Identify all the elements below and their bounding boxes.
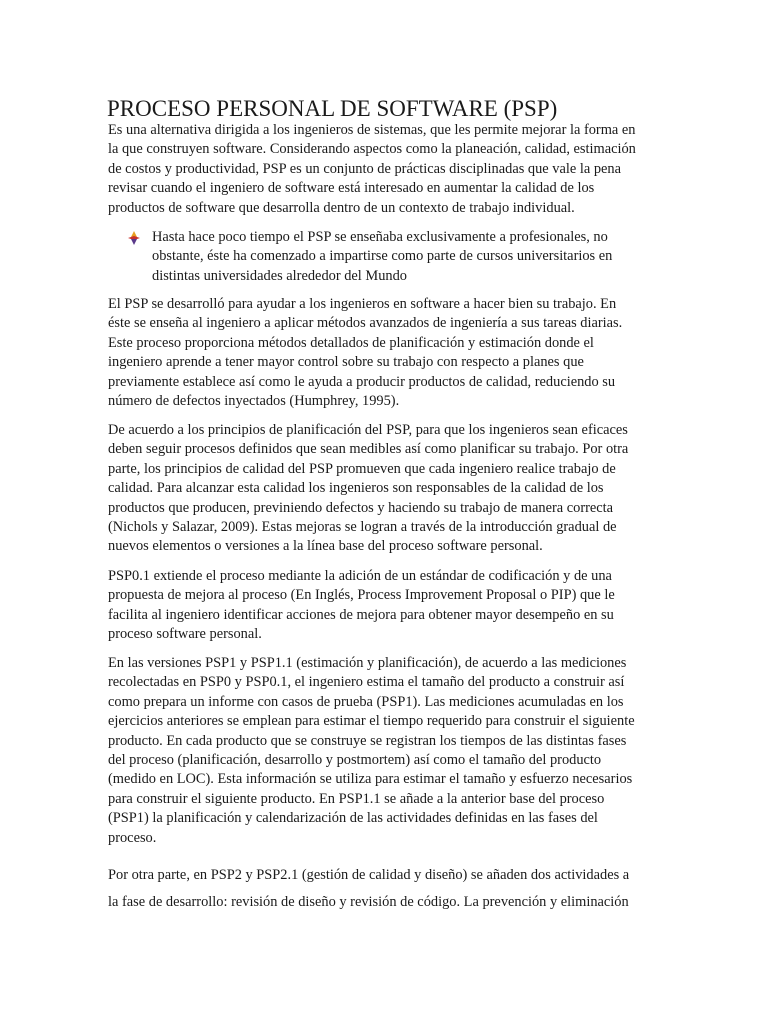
- text-line: deben seguir procesos definidos que sean medibles así como planificar su trabajo. Por otra: [108, 441, 629, 458]
- text-line: facilita al ingeniero identificar acciones de mejora para obtener mayor desempeño en su: [108, 606, 614, 623]
- intro-paragraph: [108, 121, 668, 218]
- text-line: la fase de desarrollo: revisión de diseño y revisión de código. La prevención y eliminación: [108, 894, 629, 910]
- text-line: distintas universidades alrededor del Mundo: [152, 267, 407, 284]
- text-line: (medido en LOC). Esta información se utiliza para estimar el tamaño y esfuerzo necesarios: [108, 771, 633, 788]
- page-title: PROCESO PERSONAL DE SOFTWARE (PSP): [107, 96, 558, 121]
- paragraph-planning-principles: [108, 421, 668, 557]
- text-line: del proceso (planificación, desarrollo y postmortem) así como el tamaño del producto: [108, 752, 602, 769]
- text-line: ingeniero aprende a tener mayor control sobre su trabajo con respecto a planes que: [108, 354, 584, 371]
- text-line: El PSP se desarrolló para ayudar a los ingenieros en software a hacer bien su trabajo. En: [108, 296, 617, 312]
- text-line: obstante, éste ha comenzado a impartirse como parte de cursos universitarios en: [152, 248, 613, 265]
- text-line: productos que producen, previniendo defectos y haciendo su trabajo de manera correcta: [108, 499, 614, 516]
- text-line: calidad. Para alcanzar esta calidad los ingenieros son responsables de la calidad de los: [108, 480, 604, 497]
- text-line: proceso.: [108, 829, 157, 846]
- text-line: producto. En cada producto que se construye se registran los tiempos de las distintas fases: [108, 732, 627, 749]
- paragraph-psp-development: [108, 295, 668, 411]
- text-line: revisar cuando el ingeniero de software está interesado en aumentar la calidad de los: [108, 180, 595, 197]
- bullet-text: [152, 228, 612, 286]
- text-line: parte, los principios de calidad del PSP promueven que cada ingeniero realice trabajo de: [108, 460, 616, 477]
- text-line: Hasta hace poco tiempo el PSP se enseñaba exclusivamente a profesionales, no: [152, 229, 608, 245]
- text-line: propuesta de mejora al proceso (En Inglés, Process Improvement Proposal o PIP) que le: [108, 587, 615, 604]
- text-line: la que construyen software. Considerando aspectos como la planeación, calidad, estimación: [108, 141, 636, 158]
- text-line: como prepara un informe con casos de prueba (PSP1). Las mediciones acumuladas en los: [108, 693, 624, 710]
- text-line: previamente establece así como le ayuda a producir productos de calidad, reduciendo su: [108, 373, 616, 390]
- text-line: ejercicios anteriores se emplean para estimar el tiempo requerido para construir el siguiente: [108, 713, 635, 730]
- text-line: de costos y productividad, PSP es un conjunto de prácticas disciplinadas que vale la pena: [108, 160, 622, 177]
- text-line: productos de software que desarrolla dentro de un contexto de trabajo individual.: [108, 199, 575, 216]
- text-line: número de defectos inyectados (Humphrey, 1995).: [108, 393, 400, 410]
- text-line: De acuerdo a los principios de planificación del PSP, para que los ingenieros sean eficaces: [108, 422, 628, 438]
- diamond-arrow-bullet-icon: [128, 231, 140, 245]
- paragraph-psp01: [108, 567, 668, 645]
- paragraph-psp2: [108, 862, 688, 916]
- text-line: proceso software personal.: [108, 626, 262, 643]
- text-line: éste se enseña al ingeniero a aplicar métodos avanzados de ingeniería a sus tareas diarias.: [108, 315, 623, 332]
- text-line: para construir el siguiente producto. En PSP1.1 se añade a la anterior base del proceso: [108, 790, 605, 807]
- text-line: Por otra parte, en PSP2 y PSP2.1 (gestión de calidad y diseño) se añaden dos actividades a: [108, 867, 630, 883]
- text-line: Este proceso proporciona métodos detallados de planificación y estimación donde el: [108, 334, 594, 351]
- text-line: nuevos elementos o versiones a la línea base del proceso software personal.: [108, 538, 543, 555]
- text-line: recolectadas en PSP0 y PSP0.1, el ingeniero estima el tamaño del producto a construir así: [108, 674, 625, 691]
- text-line: (PSP1) la planificación y calendarización de las actividades definidas en las fases del: [108, 810, 598, 827]
- text-line: PSP0.1 extiende el proceso mediante la adición de un estándar de codificación y de una: [108, 568, 612, 584]
- text-line: (Nichols y Salazar, 2009). Estas mejoras se logran a través de la introducción gradual de: [108, 519, 617, 536]
- text-line: En las versiones PSP1 y PSP1.1 (estimación y planificación), de acuerdo a las mediciones: [108, 655, 627, 671]
- text-line: Es una alternativa dirigida a los ingenieros de sistemas, que les permite mejorar la forma en: [108, 122, 636, 138]
- paragraph-psp1: [108, 654, 668, 848]
